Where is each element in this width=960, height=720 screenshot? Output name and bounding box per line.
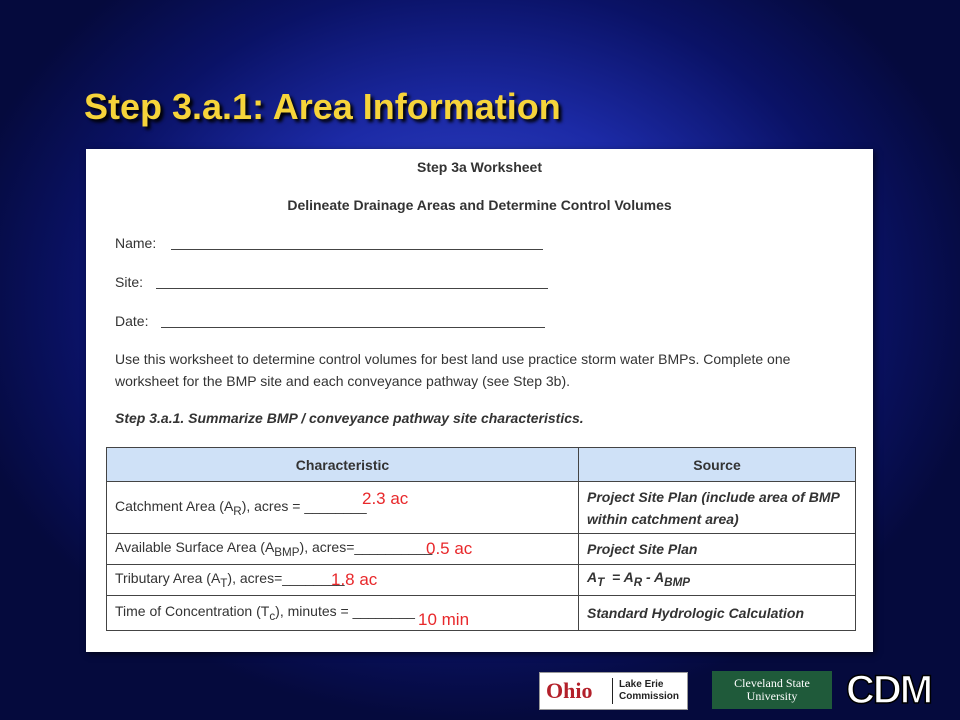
date-label: Date: (115, 313, 149, 329)
header-characteristic: Characteristic (107, 448, 579, 482)
table-row (107, 565, 856, 596)
characteristics-table (106, 447, 856, 631)
header-source: Source (579, 448, 856, 482)
table-row (107, 482, 856, 534)
date-field (115, 313, 148, 329)
source-cell: $A_T = A_R - A_{BMP}$ (579, 565, 856, 596)
csu-line2: University (746, 689, 798, 703)
characteristic-cell: Catchment Area $(A_R)$, acres = ________ (107, 482, 579, 534)
cdm-logo: CDM (846, 668, 932, 712)
source-cell: Standard Hydrologic Calculation (579, 596, 856, 631)
ohio-lake-erie-logo (539, 672, 688, 710)
handwritten-time-of-concentration: 10 min (418, 610, 470, 629)
worksheet-image (86, 149, 873, 652)
lake-erie-commission-text: Lake Erie Commission (619, 679, 680, 702)
slide-title: Step 3.a.1: Area Information (84, 86, 561, 127)
logo-divider (612, 678, 613, 704)
characteristic-cell: Available Surface Area $(A_{BMP})$, acres=__________ (107, 534, 579, 565)
site-label: Site: (115, 274, 144, 290)
handwritten-catchment-area: 2.3 ac (362, 489, 409, 508)
characteristic-cell: Time of Concentration $(T_c)$, minutes = ________ (107, 596, 579, 631)
worksheet-subtitle: Delineate Drainage Areas and Determine Control Volumes (287, 197, 672, 213)
table-row (107, 534, 856, 565)
handwritten-tributary-area: 1.8 ac (331, 570, 378, 589)
csu-line1: Cleveland State (734, 676, 810, 690)
worksheet-title: Step 3a Worksheet (416, 159, 542, 175)
instructions-text: Use this worksheet to determine control volumes for best land use practice storm water BMPs. Complete one worksheet for the BMP site and each conveyance pathway (see Step 3b). (115, 351, 791, 389)
date-line (161, 327, 545, 328)
handwritten-surface-area: 0.5 ac (426, 539, 473, 558)
site-field (115, 274, 143, 290)
source-cell: Project Site Plan (579, 534, 856, 565)
characteristic-cell: Tributary Area $(A_T)$, acres=________ (107, 565, 579, 596)
ohio-word: Ohio (546, 678, 593, 703)
name-field (115, 235, 156, 251)
table-header-row (107, 448, 856, 482)
site-line (156, 288, 548, 289)
step-heading: Step 3.a.1. Summarize BMP / conveyance pathway site characteristics. (115, 410, 584, 426)
table-row (107, 596, 856, 631)
name-line (171, 249, 543, 250)
source-cell: Project Site Plan (include area of BMP within catchment area) (579, 482, 856, 534)
name-label: Name: (115, 235, 157, 251)
cleveland-state-logo (712, 671, 832, 709)
